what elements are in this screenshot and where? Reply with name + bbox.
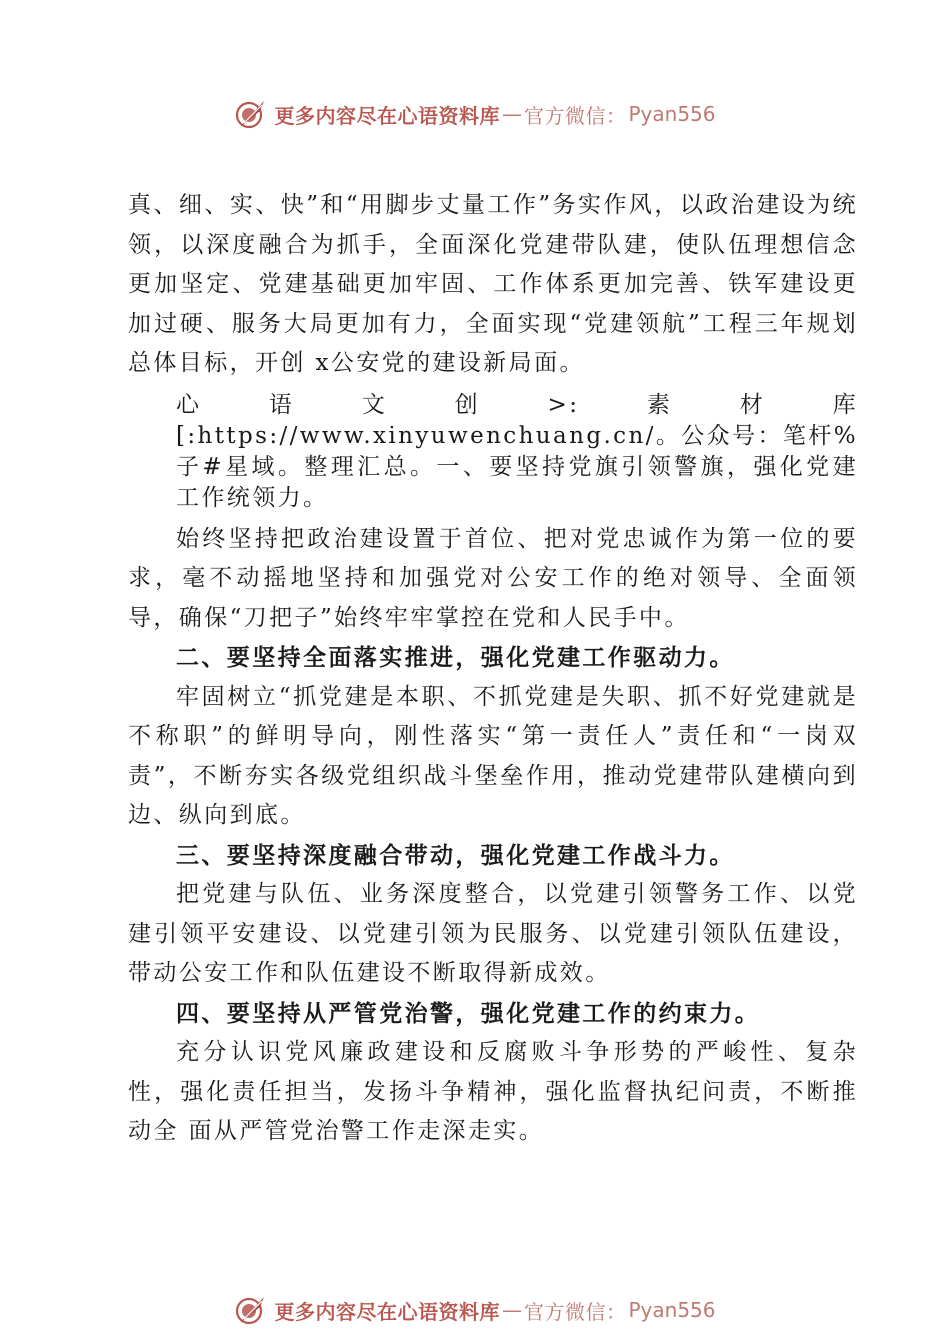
section-heading-4: 四、要坚持从严管党治警，强化党建工作的约束力。: [176, 999, 761, 1027]
footer-banner-wechat-label: 官方微信：: [523, 1299, 627, 1324]
footer-banner: [0, 1290, 950, 1330]
quill-seal-icon: [234, 97, 268, 131]
footer-banner-title: 更多内容尽在心语资料库: [274, 1299, 500, 1324]
paragraph-4: 充分认识党风廉政建设和反腐败斗争形势的严峻性、复杂性，强化责任担当，发扬斗争精神，强化监督执纪问责，不断推动全 面从严管党治警工作走深走实。: [128, 1039, 858, 1144]
intro-paragraph: 真、细、实、快”和“用脚步丈量工作”务实作风，以政治建设为统领，以深度融合为抓手，全面深化党建带队建，使队伍理想信念更加坚定、党建基础更加牢固、工作体系更加完善、铁军建设更加过硬、服务大局更加有力，全面实现“党建领航”工程三年规划总体目标，开创 x公安党的建设新局面。: [128, 192, 858, 376]
banner-dash: —: [501, 102, 522, 126]
section-heading-2: 二、要坚持全面落实推进，强化党建工作驱动力。: [176, 644, 735, 671]
document-body: [128, 186, 858, 1152]
section-heading-3: 三、要坚持深度融合带动，强化党建工作战斗力。: [176, 841, 735, 869]
source-note: 心语文创>:素材库[:https://www.xinyuwenchuang.cn/。公众号：笔杆%子#星域。整理汇总。一、要坚持党旗引领警旗，强化党建工作统领力。: [176, 391, 858, 511]
footer-banner-wechat-id: Pyan556: [628, 1298, 716, 1322]
banner-wechat-label: 官方微信：: [523, 103, 627, 128]
paragraph-1: 始终坚持把政治建设置于首位、把对党忠诚作为第一位的要求，毫不动摇地坚持和加强党对公安工作的绝对领导、全面领导，确保“刀把子”始终牢牢掌控在党和人民手中。: [128, 525, 858, 631]
banner-wechat-id: Pyan556: [628, 102, 716, 126]
paragraph-3: 把党建与队伍、业务深度整合，以党建引领警务工作、以党建引领平安建设、以党建引领为民服务、以党建引领队伍建设， 带动公安工作和队伍建设不断取得新成效。: [128, 881, 858, 986]
quill-seal-icon: [234, 1293, 268, 1327]
footer-banner-dash: —: [501, 1298, 522, 1322]
paragraph-2: 牢固树立“抓党建是本职、不抓党建是失职、抓不好党建就是不称职”的鲜明导向，刚性落实“第一责任人”责任和“一岗双责”，不断夯实各级党组织战斗堡垒作用，推动党建带队建横向到边、纵向到底。: [128, 683, 858, 828]
banner-title: 更多内容尽在心语资料库: [274, 103, 500, 128]
header-banner: [0, 94, 950, 134]
